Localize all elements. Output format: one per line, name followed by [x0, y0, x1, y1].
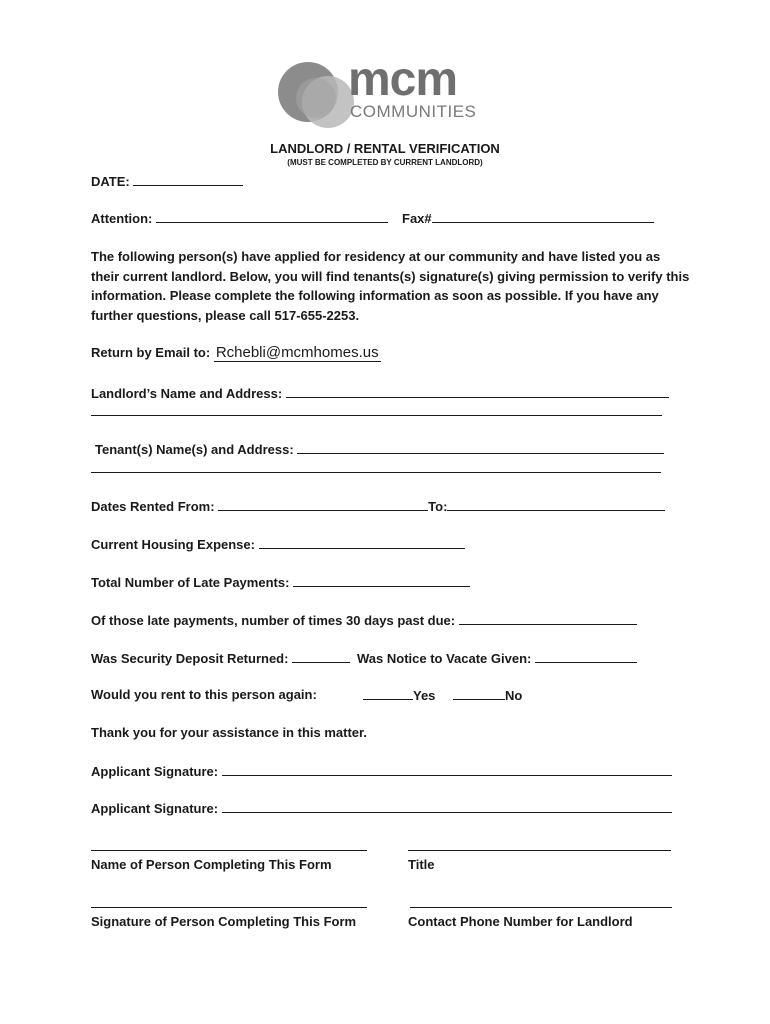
no-blank[interactable]	[453, 687, 505, 700]
dates-to-blank[interactable]	[447, 498, 665, 511]
name-completing-blank[interactable]	[91, 850, 367, 851]
thank-you-text: Thank you for your assistance in this matter.	[91, 725, 367, 740]
dates-to-label: To:	[428, 499, 448, 514]
return-email-link[interactable]: Rchebli@mcmhomes.us	[215, 344, 379, 361]
logo-brand: mcm	[348, 53, 458, 106]
tenant-label: Tenant(s) Name(s) and Address:	[95, 442, 294, 457]
no-label: No	[505, 688, 523, 703]
mcm-communities-logo	[276, 53, 491, 128]
logo-circles-icon	[276, 58, 356, 128]
late-30-blank[interactable]	[459, 612, 637, 625]
deposit-label: Was Security Deposit Returned:	[91, 651, 289, 666]
dates-rented-field[interactable]	[91, 498, 665, 514]
applicant-signature-1-label: Applicant Signature:	[91, 764, 219, 779]
fax-label: Fax#	[402, 211, 432, 226]
return-email-label: Return by Email to:	[91, 345, 211, 360]
date-field[interactable]	[91, 173, 243, 189]
landlord-blank[interactable]	[286, 385, 669, 398]
yes-label: Yes	[413, 688, 436, 703]
notice-field[interactable]	[357, 650, 637, 666]
fax-blank[interactable]	[432, 210, 654, 223]
title-label: Title	[408, 857, 435, 872]
housing-expense-label: Current Housing Expense:	[91, 537, 255, 552]
intro-paragraph: The following person(s) have applied for residency at our community and have listed you as their current landlord. Below, you will find tenants(s) signature(s) giving permission to verify this information. Please complete the following information as soon as possible. If you have any further questions, please call 517-655-2253.	[91, 249, 690, 323]
late-30-field[interactable]	[91, 612, 637, 628]
applicant-signature-2[interactable]	[91, 800, 672, 816]
landlord-label: Landlord’s Name and Address:	[91, 386, 283, 401]
late-30-label: Of those late payments, number of times 30 days past due:	[91, 613, 456, 628]
deposit-blank[interactable]	[292, 650, 350, 663]
contact-phone-blank[interactable]	[410, 907, 672, 908]
signature-completing-label: Signature of Person Completing This Form	[91, 914, 357, 929]
housing-expense-field[interactable]	[91, 536, 465, 552]
dates-from-label: Dates Rented From:	[91, 499, 215, 514]
notice-label: Was Notice to Vacate Given:	[357, 651, 532, 666]
tenant-blank[interactable]	[297, 441, 664, 454]
applicant-signature-1-blank[interactable]	[222, 763, 672, 776]
applicant-signature-2-blank[interactable]	[222, 800, 672, 813]
form-title: LANDLORD / RENTAL VERIFICATION	[270, 141, 500, 156]
logo-subtext: COMMUNITIES	[350, 102, 477, 121]
landlord-field[interactable]	[91, 385, 669, 401]
rent-again-label: Would you rent to this person again:	[91, 687, 317, 702]
title-blank[interactable]	[408, 850, 671, 851]
deposit-field[interactable]	[91, 650, 350, 666]
attention-label: Attention:	[91, 211, 153, 226]
housing-expense-blank[interactable]	[259, 536, 465, 549]
tenant-blank-line-2[interactable]	[91, 472, 661, 473]
applicant-signature-1[interactable]	[91, 763, 672, 779]
date-label: DATE:	[91, 174, 130, 189]
attention-field[interactable]	[91, 210, 388, 226]
late-payments-label: Total Number of Late Payments:	[91, 575, 290, 590]
rent-again-yes[interactable]	[363, 687, 435, 703]
notice-blank[interactable]	[535, 650, 637, 663]
rent-again-no[interactable]	[453, 687, 522, 703]
dates-from-blank[interactable]	[218, 498, 428, 511]
landlord-blank-line-2[interactable]	[91, 415, 662, 416]
tenant-field[interactable]	[95, 441, 664, 457]
late-payments-blank[interactable]	[293, 574, 470, 587]
late-payments-field[interactable]	[91, 574, 470, 590]
form-subtitle: (MUST BE COMPLETED BY CURRENT LANDLORD)	[287, 158, 483, 167]
date-blank[interactable]	[133, 173, 243, 186]
contact-phone-label: Contact Phone Number for Landlord	[408, 914, 633, 929]
attention-blank[interactable]	[156, 210, 388, 223]
signature-completing-blank[interactable]	[91, 907, 367, 908]
yes-blank[interactable]	[363, 687, 413, 700]
applicant-signature-2-label: Applicant Signature:	[91, 801, 219, 816]
return-email-row	[91, 344, 381, 361]
fax-field[interactable]	[402, 210, 654, 226]
name-completing-label: Name of Person Completing This Form	[91, 857, 332, 872]
